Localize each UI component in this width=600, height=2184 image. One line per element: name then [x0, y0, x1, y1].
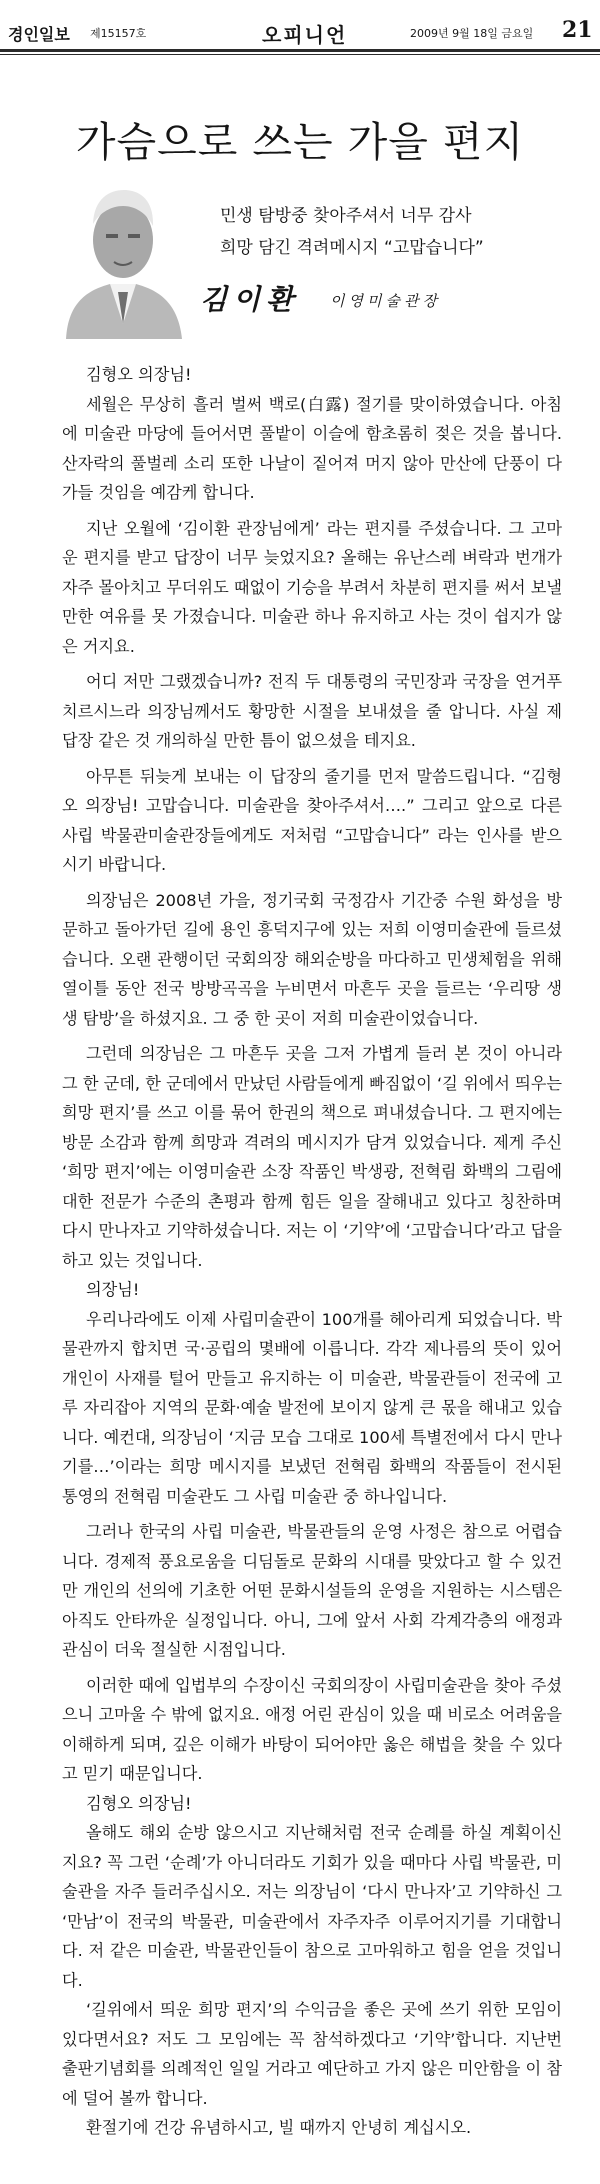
paragraph: 아무튼 뒤늦게 보내는 이 답장의 줄기를 먼저 말씀드립니다. “김형오 의장님! 고맙습니다. 미술관을 찾아주셔서….” 그리고 앞으로 다른 사립 박물관미술관장들에게도 저처럼 “고맙습니다” 라는 인사를 받으시기 바랍니다. [62, 766, 562, 874]
paragraph: 의장님! [86, 1280, 140, 1299]
masthead [0, 0, 600, 60]
paragraph: 김형오 의장님! [86, 365, 192, 384]
paragraph: 그런데 의장님은 그 마흔두 곳을 그저 가볍게 들러 본 것이 아니라 그 한 군데, 한 군데에서 만났던 사람들에게 빠짐없이 ‘길 위에서 띄우는 희망 편지’를 쓰고 이를 묶어 한권의 책으로 펴내셨습니다. 그 편지에는 방문 소감과 함께 희망과 격려의 메시지가 담겨 있었습니다. 제게 주신 ‘희망 편지’에는 이영미술관 소장 작품인 박생광, 전혁림 화백의 그림에 대한 전문가 수준의 촌평과 함께 힘든 일을 잘해내고 있다고 칭찬하며 다시 만나자고 기약하셨습니다. 저는 이 ‘기약’에 ‘고맙습니다’라고 답을 하고 있는 것입니다. [62, 1044, 562, 1270]
subheadline-line-2: 희망 담긴 격려메시지 “고맙습니다” [220, 238, 484, 258]
section-name: 오피니언 [262, 23, 348, 47]
paragraph: 어디 저만 그랬겠습니까? 전직 두 대통령의 국민장과 국장을 연거푸 치르시느라 의장님께서도 황망한 시절을 보내셨을 줄 압니다. 사실 제 답장 같은 것 개의하실 만한 틈이 없으셨을 테지요. [62, 672, 562, 750]
paragraph: 지난 오월에 ‘김이환 관장님에게’ 라는 편지를 주셨습니다. 그 고마운 편지를 받고 답장이 너무 늦었지요? 올해는 유난스레 벼락과 번개가 자주 몰아치고 무더위도 때없이 기승을 부려서 차분히 편지를 써서 보낼 만한 여유를 못 가졌습니다. 미술관 하나 유지하고 사는 것이 쉽지가 않은 거지요. [62, 518, 562, 656]
paragraph: ‘길위에서 띄운 희망 편지’의 수익금을 좋은 곳에 쓰기 위한 모임이 있다면서요? 저도 그 모임에는 꼭 참석하겠다고 ‘기약’합니다. 지난번 출판기념회를 의례적인 일일 거라고 예단하고 가지 않은 미안함을 이 참에 덜어 볼까 합니다. [62, 2000, 562, 2108]
paragraph: 김형오 의장님! [86, 1793, 192, 1813]
paragraph: 세월은 무상히 흘러 벌써 백로(白露) 절기를 맞이하였습니다. 아침에 미술관 마당에 들어서면 풀밭이 이슬에 함초롬히 젖은 것을 봅니다. 산자락의 풀벌레 소리 또한 나날이 짙어져 머지 않아 만산에 단풍이 다가들 것임을 예감케 합니다. [62, 394, 562, 502]
byline-name: 김이환 [200, 283, 300, 316]
paragraph: 의장님은 2008년 가을, 정기국회 국정감사 기간중 수원 화성을 방문하고 돌아가던 길에 용인 흥덕지구에 있는 저희 이영미술관에 들르셨습니다. 오랜 관행이던 국회의장 해외순방을 마다하고 민생체험을 위해 열이틀 동안 전국 방방곡곡을 누비면서 마흔두 곳을 들르는 ‘우리땅 생생 탐방’을 하셨지요. 그 중 한 곳이 저희 미술관이었습니다. [62, 890, 562, 1028]
paragraph: 이러한 때에 입법부의 수장이신 국회의장이 사립미술관을 찾아 주셨으니 고마울 수 밖에 없지요. 애정 어린 관심이 있을 때 비로소 어려움을 이해하게 되며, 깊은 이해가 바탕이 되어야만 옳은 해법을 찾을 수 있다고 믿기 때문입니다. [62, 1675, 562, 1783]
publication-date: 2009년 9월 18일 금요일 [410, 27, 534, 40]
byline-title: 이영미술관장 [330, 292, 441, 310]
paragraph: 올해도 해외 순방 않으시고 지난해처럼 전국 순례를 하실 계획이신지요? 꼭 그런 ‘순례’가 아니더라도 기회가 있을 때마다 사립 박물관, 미술관을 자주 들러주십시오. 저는 의장님이 ‘다시 만나자’고 기약하신 그 ‘만남’이 전국의 박물관, 미술관에서 자주자주 이루어지기를 기대합니다. 저 같은 미술관, 박물관인들이 참으로 고마워하고 힘을 얻을 것입니다. [62, 1823, 562, 1990]
paper-name: 경인일보 [8, 25, 70, 44]
subheadline [220, 200, 580, 264]
masthead-rule-thin [0, 54, 600, 55]
paragraph: 우리나라에도 이제 사립미술관이 100개를 헤아리게 되었습니다. 박물관까지 합치면 국·공립의 몇배에 이릅니다. 각각 제나름의 뜻이 있어 개인이 사재를 털어 만들고 유지하는 이 미술관, 박물관들이 전국에 고루 자리잡아 지역의 문화·예술 발전에 보이지 않게 큰 몫을 해내고 있습니다. 예컨대, 의장님이 ‘지금 모습 그대로 100세 특별전에서 다시 만나기를…’이라는 희망 메시지를 보냈던 전혁림 화백의 작품들이 전시된 통영의 전혁림 미술관도 그 사립 미술관 중 하나입니다. [62, 1309, 562, 1506]
article-body [62, 360, 562, 2143]
headline: 가슴으로 쓰는 가을 편지 [75, 118, 525, 167]
author-photo [58, 174, 188, 339]
subheadline-line-1: 민생 탐방중 찾아주셔서 너무 감사 [220, 206, 472, 226]
paragraph: 그러나 한국의 사립 미술관, 박물관들의 운영 사정은 참으로 어렵습니다. 경제적 풍요로움을 디딤돌로 문화의 시대를 맞았다고 할 수 있건만 개인의 선의에 기초한 어떤 문화시설들의 운영을 지원하는 시스템은 아직도 안타까운 실정입니다. 아니, 그에 앞서 사회 각계각층의 애정과 관심이 더욱 절실한 시점입니다. [62, 1522, 562, 1659]
masthead-rule-thick [0, 49, 600, 52]
paragraph: 환절기에 건강 유념하시고, 빌 때까지 안녕히 계십시오. [86, 2118, 472, 2137]
issue-number: 제15157호 [90, 27, 147, 40]
page-number: 21 [562, 17, 593, 43]
